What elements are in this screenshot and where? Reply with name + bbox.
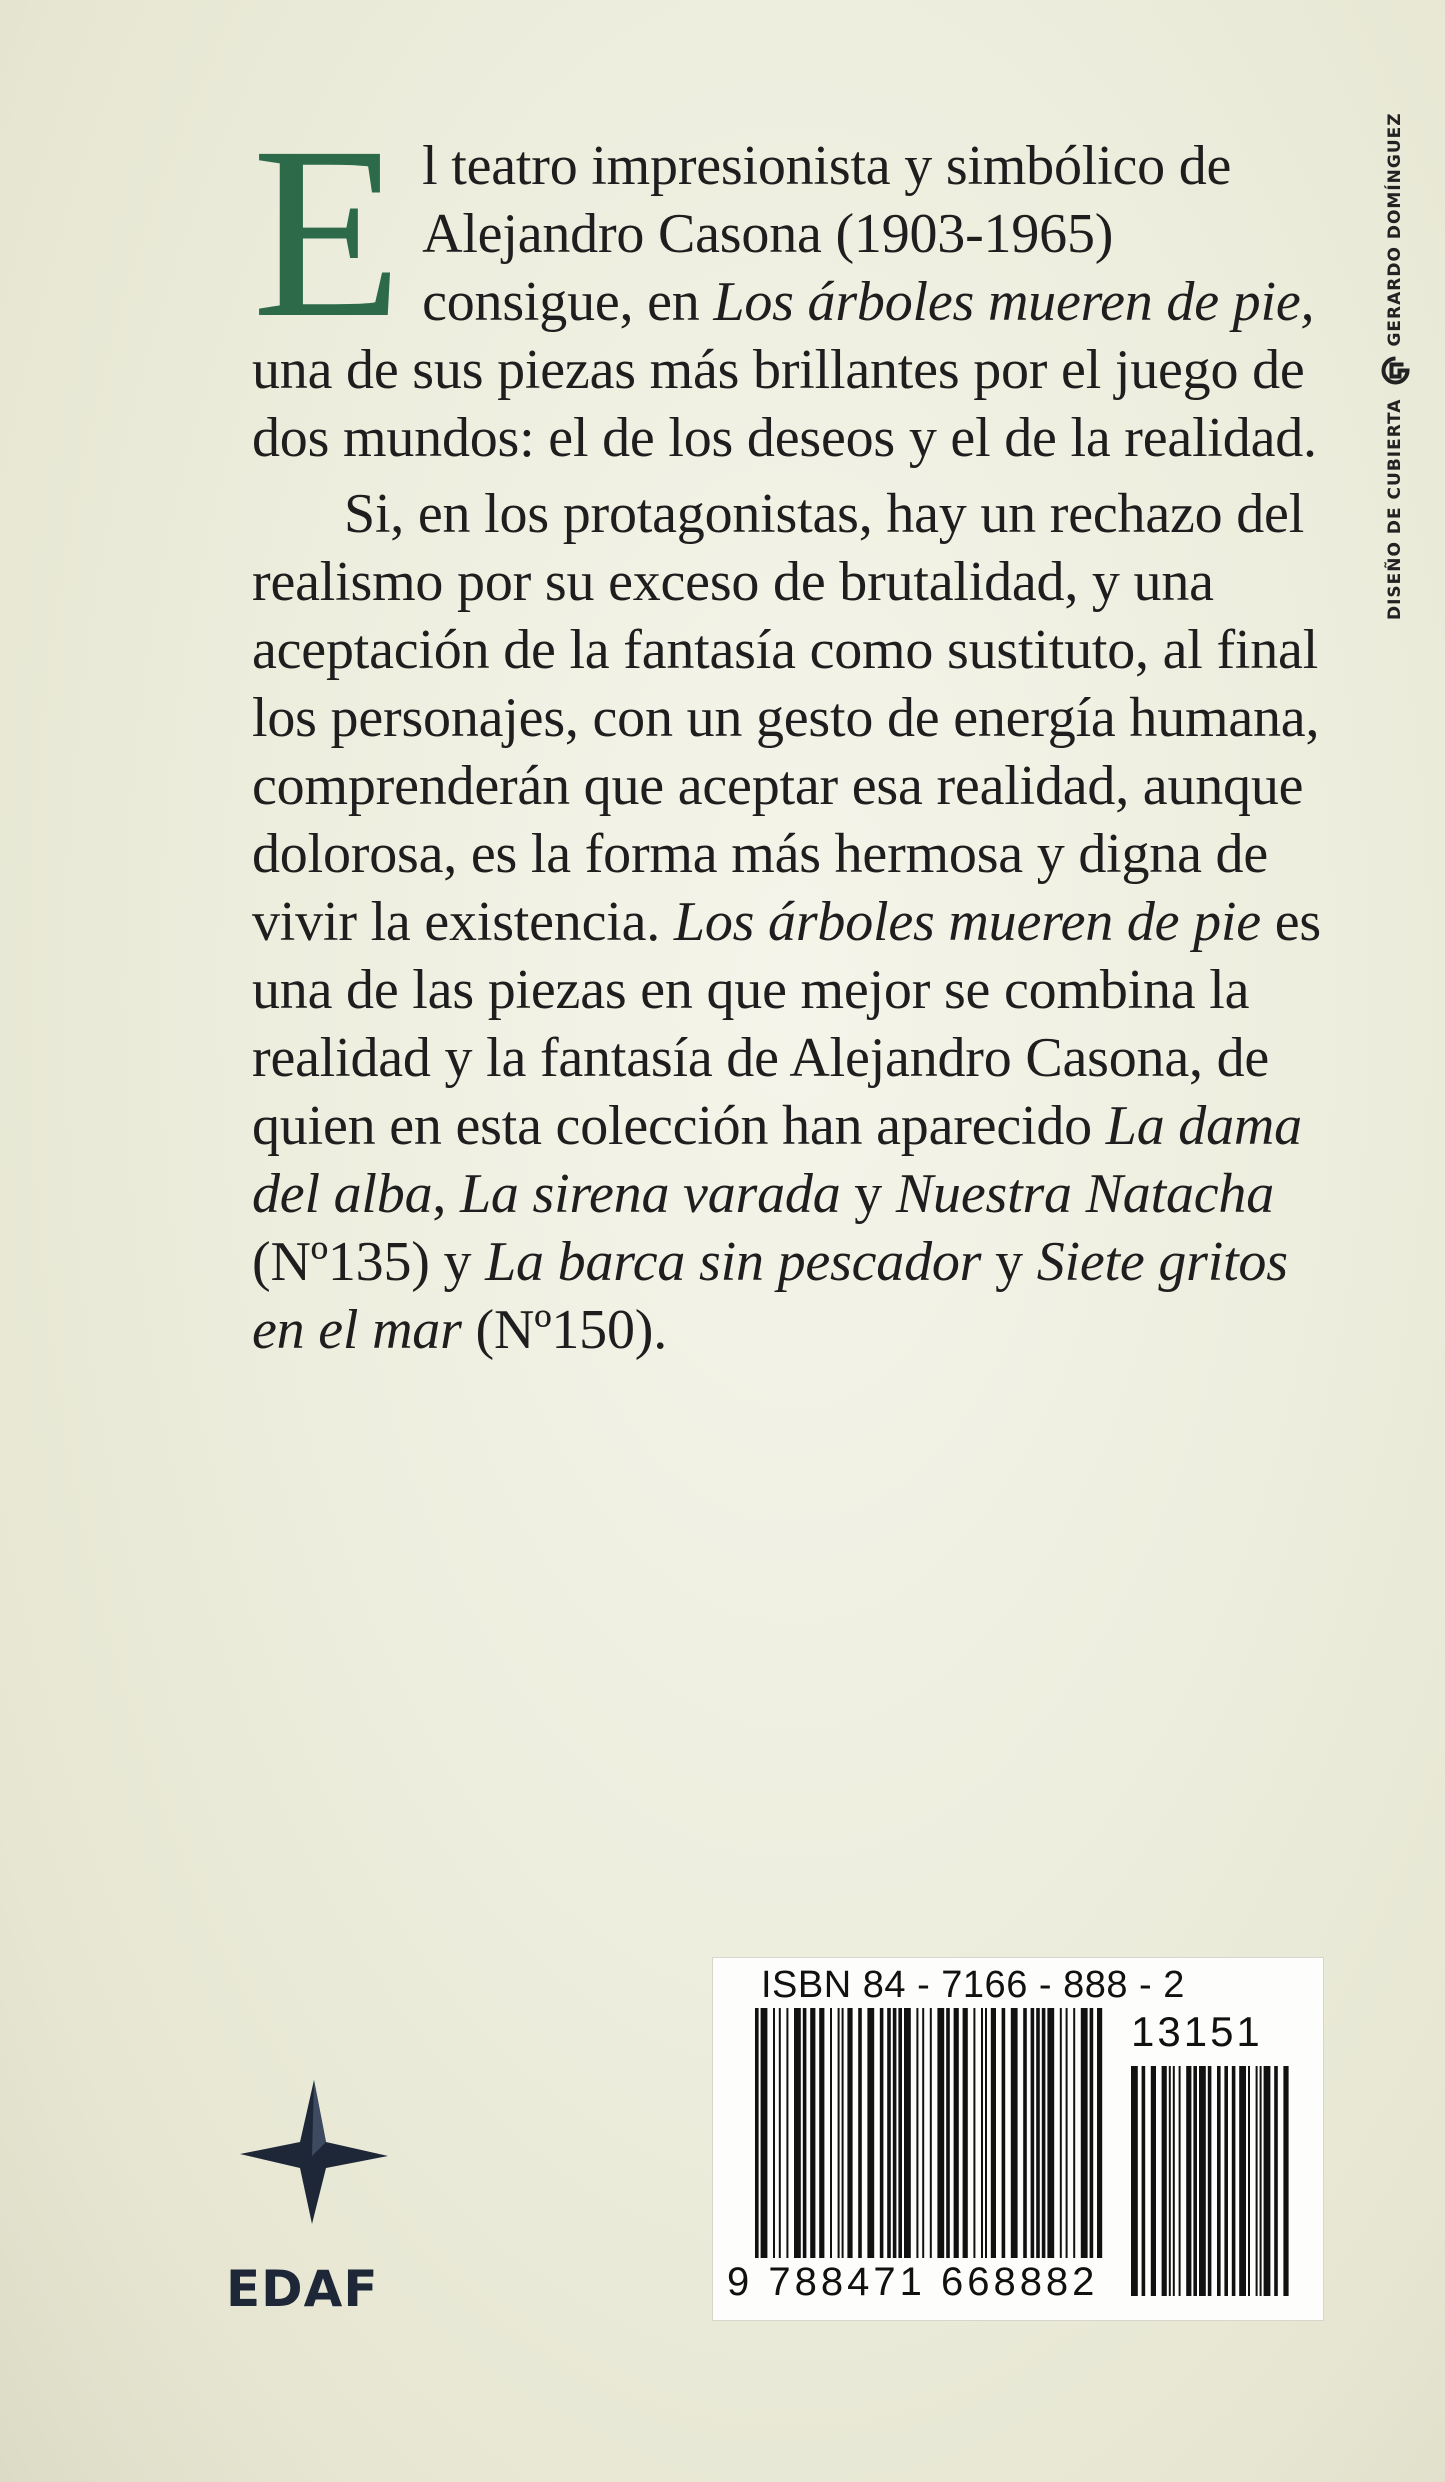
credit-designer: GERARDO DOMÍNGUEZ: [1385, 112, 1405, 347]
book-title: La dama del alba: [252, 1095, 1302, 1225]
blurb-text-run: y: [981, 1231, 1037, 1293]
book-title: La barca sin pescador: [485, 1231, 982, 1293]
drop-cap: E: [252, 97, 403, 369]
blurb-text-run: es una de las piezas en que mejor se combina la realidad y la fantasía de Alejandro Casona, de quien en esta colección han aparecido: [252, 891, 1322, 1157]
book-title: La sirena varada: [459, 1163, 841, 1225]
book-title: Siete gritos en el mar: [252, 1231, 1288, 1361]
credit-label: DISEÑO DE CUBIERTA: [1385, 398, 1405, 620]
designer-logo-icon: [1381, 356, 1409, 389]
isbn-number: ISBN 84 - 7166 - 888 - 2: [761, 1964, 1185, 2006]
blurb-paragraph-1: [252, 97, 1322, 472]
blurb-text-run: (Nº135) y: [252, 1231, 486, 1293]
blurb-text-run: una de sus piezas más brillantes por el juego de dos mundos: el de los deseos y el de la realidad.: [252, 339, 1317, 469]
book-title: Nuestra Natacha: [895, 1163, 1275, 1225]
blurb-text-run: (Nº150).: [461, 1299, 668, 1361]
blurb-text-run: ,: [432, 1163, 460, 1225]
ean-number: 9 788471 668882: [727, 2260, 1099, 2304]
publisher-name: EDAF: [226, 2260, 379, 2318]
barcode-supplement-number: 13151: [1131, 2008, 1263, 2055]
publisher-star-logo-icon: [228, 2072, 388, 2232]
blurb-text-run: Si, en los protagonistas, hay un rechazo del realismo por su exceso de brutalidad, y una aceptación de la fantasía como sustituto, al final los personajes, con un gesto de energía humana, comprenderán que aceptar esa realidad, aunque dolorosa, es la forma más hermosa y digna de vivir la existencia.: [252, 483, 1320, 953]
book-title: Los árboles mueren de pie,: [713, 271, 1315, 333]
cover-design-credit: [1380, 60, 1410, 620]
blurb-paragraph-2: [252, 480, 1322, 1364]
barcode-label: [712, 1957, 1324, 2321]
blurb-text-run: y: [840, 1163, 896, 1225]
blurb-text: [252, 97, 1322, 1364]
blurb-text-run: l teatro impresionista y simbólico de Alejandro Casona (1903-1965) consigue, en: [422, 135, 1232, 333]
book-title: Los árboles mueren de pie: [673, 891, 1261, 953]
